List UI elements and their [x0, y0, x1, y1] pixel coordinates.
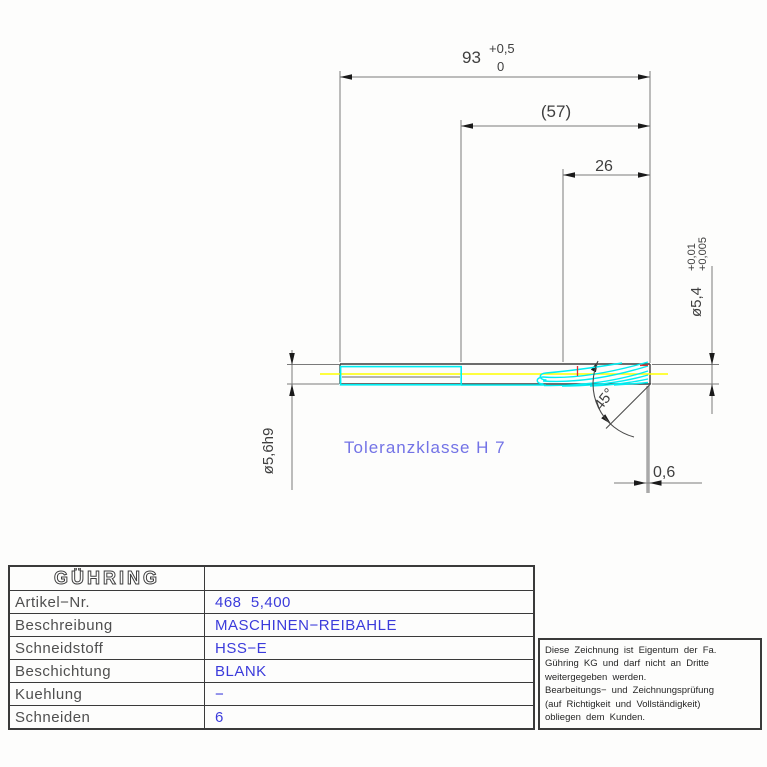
table-row [10, 682, 533, 705]
dim-d54-value: ø5,4 [688, 286, 705, 317]
row-value: 6 [215, 709, 224, 726]
dim-93-group [462, 41, 515, 74]
dim-d56-text: ø5,6h9 [260, 427, 277, 475]
dim-93-tol-lower: 0 [497, 59, 505, 74]
row-value: HSS−E [215, 640, 268, 657]
dim-d54-tol-lower: +0,005 [697, 237, 709, 271]
row-label: Schneiden [10, 706, 205, 728]
logo-row-spacer [205, 567, 533, 590]
table-row [10, 636, 533, 659]
row-value: 468 5,400 [215, 594, 291, 611]
table-row [10, 613, 533, 636]
shank-highlight [341, 367, 462, 385]
table-row [10, 590, 533, 613]
dim-93-value: 93 [462, 48, 481, 67]
disclaimer-line: Gühring KG und darf nicht an Dritte [545, 658, 709, 670]
row-label: Beschichtung [10, 660, 205, 682]
disclaimer-line: Bearbeitungs− und Zeichnungsprüfung [545, 685, 714, 697]
disclaimer-line: weitergegeben werden. [545, 671, 647, 683]
table-row [10, 705, 533, 728]
dim-93-tol-upper: +0,5 [489, 41, 515, 56]
dim-45-group [591, 385, 618, 413]
tolerance-note: Toleranzklasse H 7 [344, 438, 506, 457]
dimension-arrows [289, 74, 715, 486]
extension-lines [287, 71, 719, 384]
dim-57-text: (57) [540, 102, 572, 121]
guehring-logo-text: GÜHRING [54, 568, 160, 588]
row-value: BLANK [215, 663, 267, 680]
disclaimer-line: (auf Richtigkeit und Vollständigkeit) [545, 698, 701, 710]
row-value: MASCHINEN−REIBAHLE [215, 617, 397, 634]
info-table [8, 565, 535, 730]
dim-d54-group [686, 237, 709, 317]
logo-cell [10, 567, 205, 590]
row-value: − [215, 686, 225, 703]
dim-d56-group [260, 428, 277, 475]
dim-d54-tol-upper: +0,01 [686, 243, 698, 271]
row-label: Artikel−Nr. [10, 591, 205, 613]
dim-26-text: 26 [595, 158, 613, 175]
disclaimer-line: Diese Zeichnung ist Eigentum der Fa. [545, 645, 717, 656]
table-row [10, 659, 533, 682]
row-label: Schneidstoff [10, 637, 205, 659]
dim-45-text: 45° [590, 385, 619, 414]
guehring-logo [17, 568, 197, 589]
table-logo-row [10, 567, 533, 590]
disclaimer-line: obliegen dem Kunden. [545, 712, 646, 724]
row-label: Beschreibung [10, 614, 205, 636]
disclaimer-box [538, 638, 762, 730]
dim-06-text: 0,6 [653, 464, 676, 481]
row-label: Kuehlung [10, 683, 205, 705]
